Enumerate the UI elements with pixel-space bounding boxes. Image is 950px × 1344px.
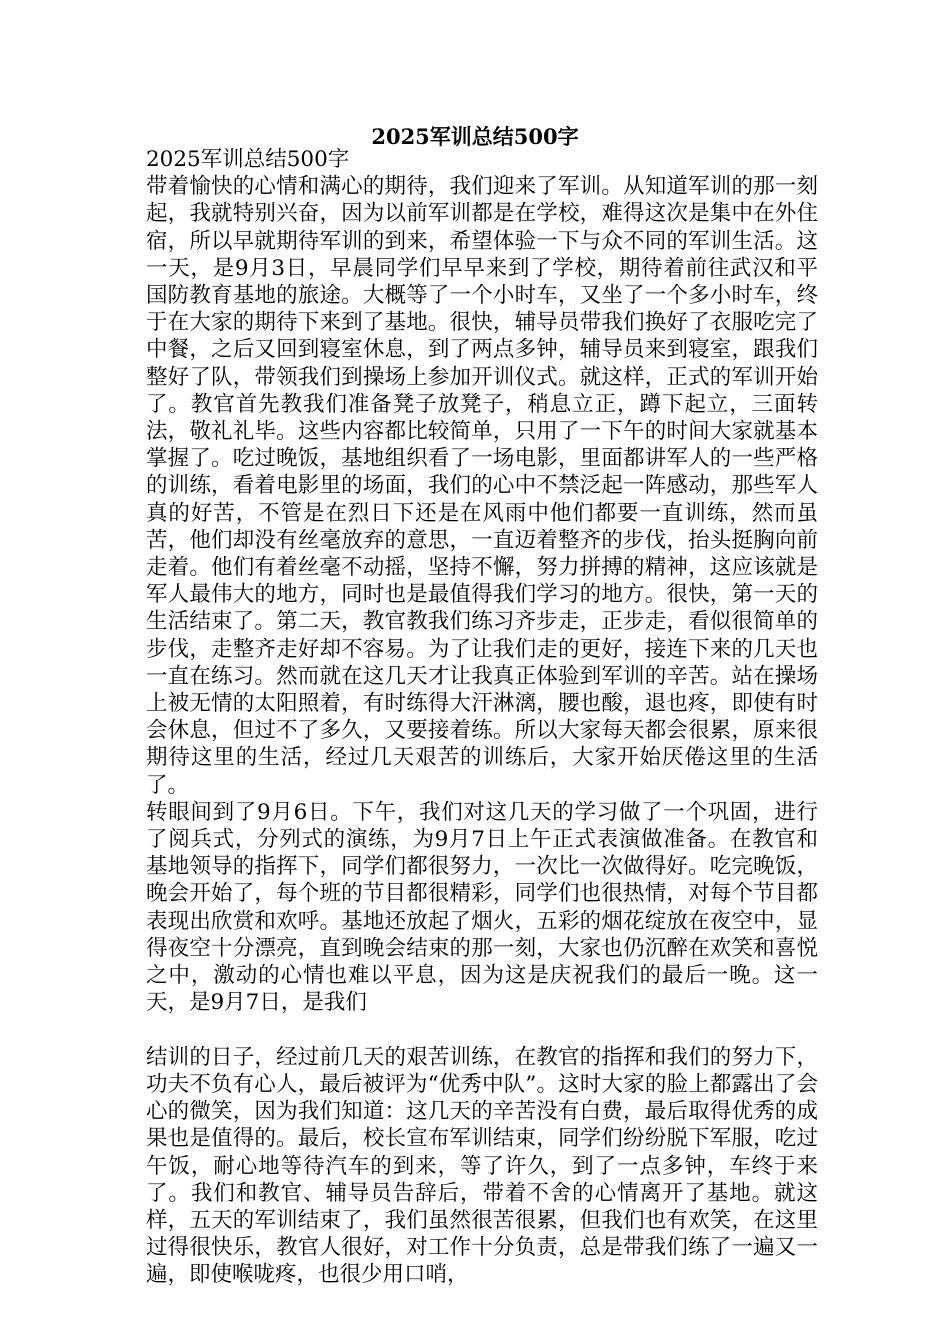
document-subtitle: 2025军训总结500字 [146, 147, 350, 172]
paragraph-2: 转眼间到了9月6日。下午，我们对这几天的学习做了一个巩固，进行了阅兵式，分列式的演练，为9月7日上午正式表演做准备。在教官和基地领导的指挥下，同学们都很努力，一次比一次做得好。吃完晚饭，晚会开始了，每个班的节目都很精彩，同学们也很热情，对每个节目都表现出欣赏和欢呼。基地还放起了烟火，五彩的烟花绽放在夜空中，显得夜空十分漂亮，直到晚会结束的那一刻，大家也仍沉醉在欢笑和喜悦之中，激动的心情也难以平息，因为这是庆祝我们的最后一晚。这一天，是9月7日，是我们 [146, 799, 818, 1016]
paragraph-gap [146, 1017, 818, 1044]
paragraph-1: 带着愉快的心情和满心的期待，我们迎来了军训。从知道军训的那一刻起，我就特别兴奋，因为以前军训都是在学校，难得这次是集中在外住宿，所以早就期待军训的到来，希望体验一下与众不同的军训生活。这一天，是9月3日，早晨同学们早早来到了学校，期待着前往武汉和平国防教育基地的旅途。大概等了一个小时车，又坐了一个多小时车，终于在大家的期待下来到了基地。很快，辅导员带我们换好了衣服吃完了中餐，之后又回到寝室休息，到了两点多钟，辅导员来到寝室，跟我们整好了队，带领我们到操场上参加开训仪式。就这样，正式的军训开始了。教官首先教我们准备凳子放凳子，稍息立正，蹲下起立，三面转法，敬礼礼毕。这些内容都比较简单，只用了一下午的时间大家就基本掌握了。吃过晚饭，基地组织看了一场电影，里面都讲军人的一些严格的训练，看着电影里的场面，我们的心中不禁泛起一阵感动，那些军人真的好苦，不管是在烈日下还是在风雨中他们都要一直训练，然而虽苦，他们却没有丝毫放弃的意思，一直迈着整齐的步伐，抬头挺胸向前走着。他们有着丝毫不动摇，坚持不懈，努力拼搏的精神，这应该就是军人最伟大的地方，同时也是最值得我们学习的地方。很快，第一天的生活结束了。第二天，教官教我们练习齐步走，正步走，看似很简单的步伐，走整齐走好却不容易。为了让我们走的更好，接连下来的几天也一直在练习。然而就在这几天才让我真正体验到军训的辛苦。站在操场上被无情的太阳照着，有时练得大汗淋漓，腰也酸，退也疼，即使有时会休息，但过不了多久，又要接着练。所以大家每天都会很累，原来很期待这里的生活，经过几天艰苦的训练后，大家开始厌倦这里的生活了。 [146, 174, 818, 798]
document-body [146, 146, 818, 1289]
document-title: 2025军训总结500字 [371, 124, 579, 149]
paragraph-3: 结训的日子，经过前几天的艰苦训练，在教官的指挥和我们的努力下，功夫不负有心人，最后被评为“优秀中队”。这时大家的脸上都露出了会心的微笑，因为我们知道：这几天的辛苦没有白费，最后取得优秀的成果也是值得的。最后，校长宣布军训结束，同学们纷纷脱下军服，吃过午饭，耐心地等待汽车的到来，等了许久，到了一点多钟，车终于来了。我们和教官、辅导员告辞后，带着不舍的心情离开了基地。就这样，五天的军训结束了，我们虽然很苦很累，但我们也有欢笑，在这里过得很快乐，教官人很好，对工作十分负责，总是带我们练了一遍又一遍，即使喉咙疼，也很少用口哨， [146, 1044, 818, 1288]
